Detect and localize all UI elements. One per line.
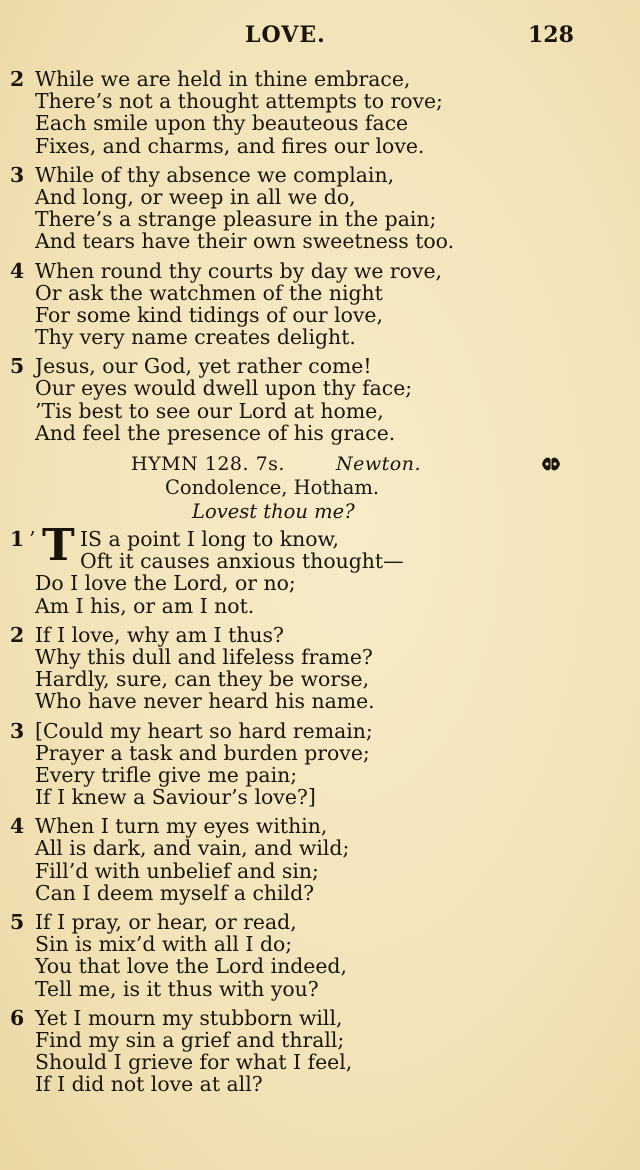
stanza-line <box>0 690 640 712</box>
stanza-line <box>0 882 640 904</box>
stanza-line <box>0 68 640 90</box>
stanza-line <box>0 355 640 377</box>
stanza <box>0 164 640 253</box>
stanza-line-text: If I did not love at all? <box>35 1072 263 1097</box>
verse-number: 2 <box>10 622 25 647</box>
verse-number: 2 <box>10 67 25 91</box>
running-title: LOVE. <box>245 22 326 48</box>
hymn-128-stanza-1 <box>0 520 640 618</box>
stanza-line-text: Should I grieve for what I feel, <box>35 1050 353 1075</box>
stanza-line-text: Why this dull and lifeless frame? <box>35 644 373 669</box>
stanza-line <box>0 550 640 572</box>
hymn-128-header <box>0 452 640 524</box>
stanza <box>0 1007 640 1096</box>
stanza-line-text: Can I deem myself a child? <box>35 880 315 905</box>
stanza-line-text: If I knew a Saviour’s love?] <box>35 785 316 810</box>
stanza-line-text: ’Tis best to see our Lord at home, <box>35 398 384 423</box>
stanza-line <box>0 572 640 594</box>
printer-flourish-icon <box>540 454 562 474</box>
stanza-line-text: And tears have their own sweetness too. <box>35 229 455 254</box>
stanza-line-text: If I love, why am I thus? <box>35 622 284 647</box>
hymn-127-continuation <box>0 68 640 444</box>
stanza-line <box>0 304 640 326</box>
verse-number: 4 <box>10 258 25 283</box>
stanza-line-text: Do I love the Lord, or no; <box>35 571 296 596</box>
hymn-subtitle-line <box>0 500 640 524</box>
stanza-line-text: Find my sin a grief and thrall; <box>35 1027 345 1052</box>
stanza-line <box>0 815 640 837</box>
verse-number: 3 <box>10 162 25 187</box>
stanza <box>0 68 640 157</box>
stanza <box>0 720 640 809</box>
hymn-title-line <box>0 452 640 476</box>
verse-number: 3 <box>10 718 25 743</box>
verse-number: 5 <box>10 910 25 934</box>
stanza-line <box>0 742 640 764</box>
verse-number: 5 <box>10 354 25 379</box>
stanza-line <box>0 135 640 157</box>
hymn-tune: Condolence, Hotham. <box>165 476 380 499</box>
hymn-tune-line <box>0 476 640 500</box>
stanza-line-text: And long, or weep in all we do, <box>35 184 356 209</box>
stanza <box>0 911 640 1000</box>
stanza-line-text: When round thy courts by day we rove, <box>35 258 442 283</box>
stanza-line-text: All is dark, and vain, and wild; <box>35 836 350 861</box>
stanza-line <box>0 208 640 230</box>
stanza-line-text: [Could my heart so hard remain; <box>35 718 373 743</box>
verse-number: 4 <box>10 814 25 839</box>
stanza-line <box>0 911 640 933</box>
verse-number: 6 <box>10 1005 25 1030</box>
stanza-line-text: IS a point I long to know, <box>80 527 340 551</box>
hymn-128-stanzas <box>0 624 640 1096</box>
stanza-line <box>0 164 640 186</box>
stanza-line <box>0 112 640 134</box>
stanza <box>0 355 640 444</box>
stanza-line-text: There’s not a thought attempts to rove; <box>35 89 443 114</box>
stanza-line <box>0 764 640 786</box>
stanza-line-text: While we are held in thine embrace, <box>35 67 411 91</box>
stanza-line <box>0 1073 640 1095</box>
page-body <box>0 68 640 1103</box>
stanza-line <box>0 624 640 646</box>
hymn-title: HYMN 128. 7s. <box>131 453 285 475</box>
stanza-line-text: Hardly, sure, can they be worse, <box>35 667 370 692</box>
stanza-line <box>0 978 640 1000</box>
stanza-line-text: When I turn my eyes within, <box>35 814 328 839</box>
stanza-line <box>0 422 640 444</box>
stanza-line <box>0 230 640 252</box>
stanza-line <box>0 646 640 668</box>
stanza-line-text: Am I his, or am I not. <box>35 593 255 618</box>
stanza-line <box>0 186 640 208</box>
stanza-line-text: Fill’d with unbelief and sin; <box>35 858 319 883</box>
stanza-line <box>0 595 640 617</box>
stanza-line-text: Or ask the watchmen of the night <box>35 280 383 305</box>
stanza-line-text: Thy very name creates delight. <box>35 325 356 350</box>
stanza-line <box>0 377 640 399</box>
stanza-line-text: And feel the presence of his grace. <box>35 420 396 445</box>
hymn-composer: Newton. <box>336 453 421 475</box>
stanza-line <box>0 786 640 808</box>
stanza-line-text: Oft it causes anxious thought— <box>80 549 404 574</box>
stanza-line <box>0 400 640 422</box>
stanza-line <box>0 1051 640 1073</box>
stanza-line-text: Fixes, and charms, and fires our love. <box>35 133 425 158</box>
stanza-line-text: Who have never heard his name. <box>35 689 375 714</box>
stanza-line <box>0 720 640 742</box>
stanza-line-text: Tell me, is it thus with you? <box>35 976 319 1001</box>
stanza-line-text: Prayer a task and burden prove; <box>35 740 370 765</box>
stanza <box>0 624 640 713</box>
stanza-line <box>0 326 640 348</box>
stanza-line <box>0 282 640 304</box>
stanza-line <box>0 668 640 690</box>
stanza-line-text: Sin is mix’d with all I do; <box>35 932 293 957</box>
page-number: 128 <box>528 22 574 48</box>
stanza <box>0 815 640 904</box>
stanza-line <box>0 260 640 282</box>
stanza-line-text: While of thy absence we complain, <box>35 162 395 187</box>
stanza-line <box>0 1007 640 1029</box>
verse-number: 1 <box>10 527 25 551</box>
stanza <box>0 260 640 349</box>
stanza-line-text: Every trifle give me pain; <box>35 762 298 787</box>
stanza-line <box>0 1029 640 1051</box>
stanza-line-text: There’s a strange pleasure in the pain; <box>35 207 437 232</box>
stanza-line <box>0 933 640 955</box>
stanza-line-text: Each smile upon thy beauteous face <box>35 111 409 136</box>
apostrophe: ’ <box>29 527 36 551</box>
stanza-line-text: Jesus, our God, yet rather come! <box>35 354 372 379</box>
running-head <box>0 22 640 56</box>
stanza-line-text: You that love the Lord indeed, <box>35 954 347 979</box>
stanza-line <box>0 860 640 882</box>
stanza-line <box>0 90 640 112</box>
stanza-line-text: For some kind tidings of our love, <box>35 302 383 327</box>
drop-cap: T <box>42 520 75 571</box>
stanza-line-text: Our eyes would dwell upon thy face; <box>35 376 413 401</box>
stanza-line-text: Yet I mourn my stubborn will, <box>35 1005 343 1030</box>
stanza-line <box>0 955 640 977</box>
hymn-subtitle: Lovest thou me? <box>192 500 355 523</box>
stanza-line-text: If I pray, or hear, or read, <box>35 910 297 934</box>
stanza-line <box>0 837 640 859</box>
